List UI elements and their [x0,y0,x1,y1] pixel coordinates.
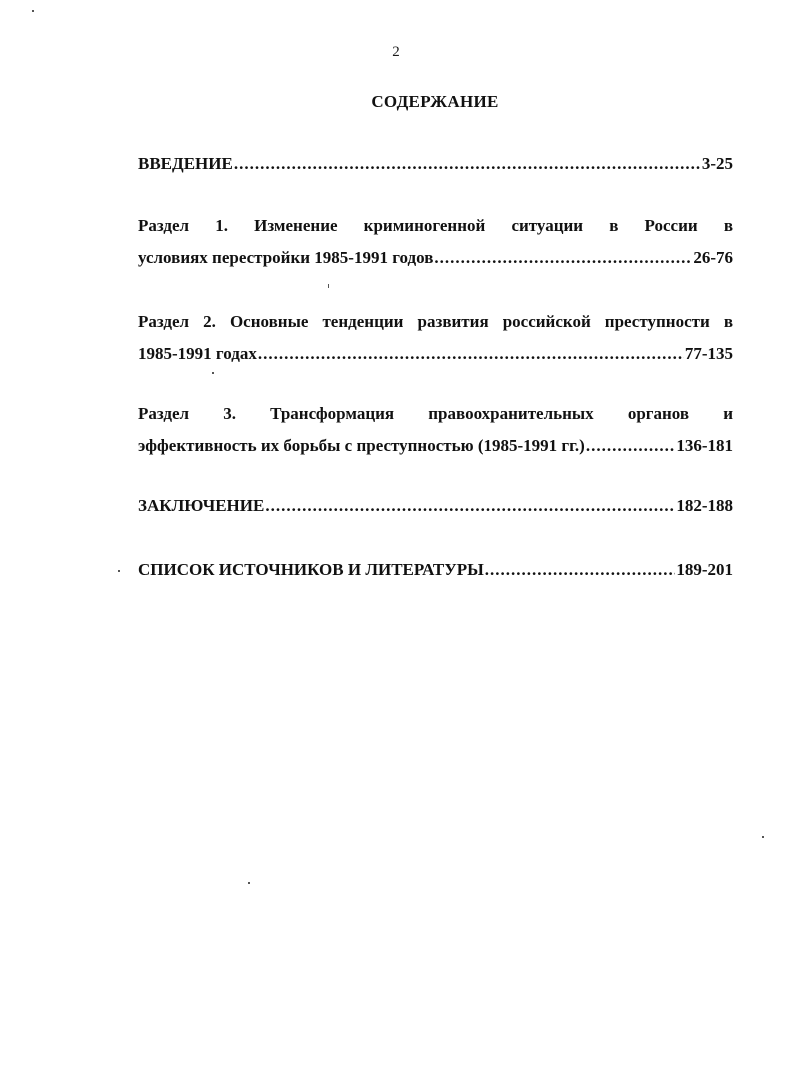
toc-entry-pages: 136-181 [676,436,733,455]
dot-leader [434,242,692,274]
toc-entry-pages: 26-76 [693,248,733,267]
toc-entry-title: СПИСОК ИСТОЧНИКОВ И ЛИТЕРАТУРЫ [138,560,484,579]
toc-entry-bibliography[interactable] [138,554,733,586]
toc-entry-pages: 189-201 [676,560,733,579]
dot-leader [485,554,676,586]
scan-speck [762,836,764,838]
toc-entry-title-line-1: Раздел 1. Изменение криминогенной ситуации в России в [138,216,733,235]
page-number: 2 [392,44,400,60]
toc-entry-pages: 3-25 [701,154,733,173]
toc-entry-pages: 77-135 [684,344,733,363]
toc-entry-title: ЗАКЛЮЧЕНИЕ [138,496,265,515]
toc-entry-title-line-2: эффективность их борьбы с преступностью (1985-1991 гг.) [138,436,585,455]
toc-entry-introduction[interactable] [138,148,733,180]
toc-entry-section-2[interactable] [138,306,733,370]
toc-entry-title-line-1: Раздел 2. Основные тенденции развития российской преступности в [138,312,733,331]
scan-speck [118,570,120,572]
toc-entry-title-line-1: Раздел 3. Трансформация правоохранительных органов и [138,404,733,423]
dot-leader [586,430,675,462]
toc-entry-section-1[interactable] [138,210,733,274]
scan-speck [32,10,34,12]
toc-entry-title: ВВЕДЕНИЕ [138,154,233,173]
dot-leader [234,148,701,180]
dot-leader [258,338,684,370]
scan-speck [248,882,250,884]
toc-entry-section-3[interactable] [138,398,733,462]
toc-entry-conclusion[interactable] [138,490,733,522]
dot-leader [265,490,675,522]
scan-speck [328,284,329,288]
toc-entry-pages: 182-188 [676,496,733,515]
toc-entry-title-line-2: 1985-1991 годах [138,344,257,363]
scan-speck [212,372,214,374]
toc-entry-title-line-2: условиях перестройки 1985-1991 годов [138,248,434,267]
toc-title: СОДЕРЖАНИЕ [371,92,499,111]
